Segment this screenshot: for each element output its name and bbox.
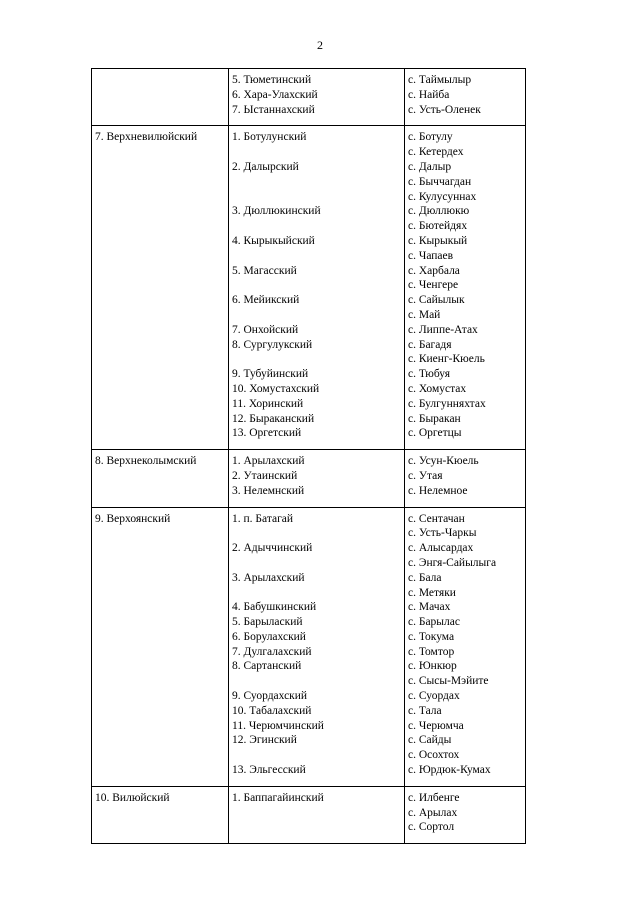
table-row (92, 126, 526, 450)
settlement-name: 7. Дулгалахский (232, 645, 312, 658)
village-name: с. Чапаев (408, 249, 454, 262)
settlement-name: 9. Суордахский (232, 690, 308, 703)
settlement-name: 6. Хара-Улахский (232, 88, 318, 101)
settlement-name: 4. Бабушкинский (232, 601, 317, 614)
village-name: с. Кетердех (408, 146, 464, 159)
settlement-name: 10. Табалахский (232, 704, 312, 717)
village-name: с. Харбала (408, 264, 460, 277)
district-name (95, 73, 228, 88)
settlement-name: 3. Арылахский (232, 571, 305, 584)
settlement-name: 10. Хомустахский (232, 382, 320, 395)
village-name: с. Тюбуя (408, 368, 451, 381)
district-cell (92, 507, 229, 786)
village-name: с. Бала (408, 571, 442, 584)
settlement-name: 2. Утаинский (232, 469, 298, 482)
settlement-name (232, 556, 404, 571)
district-cell (92, 126, 229, 450)
district-name: 9. Верхоянский (95, 512, 171, 525)
settlement-name: 1. Арылахский (232, 455, 305, 468)
settlement-name: 5. Магасский (232, 264, 297, 277)
settlement-name (232, 249, 404, 264)
settlements-cell (229, 786, 405, 843)
village-name: с. Юнкюр (408, 660, 457, 673)
settlement-name: 4. Кырыкыйский (232, 234, 315, 247)
table-row (92, 507, 526, 786)
settlement-name (232, 586, 404, 601)
village-name: с. Тала (408, 704, 442, 717)
table-row (92, 450, 526, 507)
village-name: с. Алысардах (408, 542, 474, 555)
village-name: с. Илбенге (408, 791, 460, 804)
village-name: с. Черюмча (408, 719, 464, 732)
village-name: с. Токума (408, 630, 455, 643)
settlement-name (232, 278, 404, 293)
village-name: с. Дюллюкю (408, 205, 470, 218)
settlement-name: 7. Онхойский (232, 323, 299, 336)
settlement-name: 11. Черюмчинский (232, 719, 324, 732)
village-name: с. Сентачан (408, 512, 465, 525)
settlement-name (232, 219, 404, 234)
settlement-name (232, 674, 404, 689)
village-name: с. Сайды (408, 734, 452, 747)
settlements-cell (229, 450, 405, 507)
settlement-name: 5. Барылаский (232, 616, 303, 629)
village-name: с. Сысы-Мэйите (408, 675, 489, 688)
settlement-name: 2. Далырский (232, 160, 299, 173)
village-name: с. Багадя (408, 338, 452, 351)
village-name: с. Таймылыр (408, 74, 472, 86)
village-name: с. Далыр (408, 160, 452, 173)
district-name: 7. Верхневилюйский (95, 131, 198, 144)
table-body (92, 69, 526, 844)
village-name: с. Булгунняхтах (408, 397, 486, 410)
village-name: с. Метяки (408, 586, 456, 599)
village-name: с. Сортол (408, 821, 455, 834)
village-name: с. Арылах (408, 806, 458, 819)
village-name: с. Кулусуннах (408, 190, 477, 203)
village-name: с. Сайылык (408, 294, 465, 307)
settlement-name: 6. Мейикский (232, 294, 300, 307)
settlement-name: 8. Сартанский (232, 660, 302, 673)
village-name: с. Барылас (408, 616, 460, 629)
village-name: с. Энгя-Сайылыга (408, 556, 497, 569)
village-name: с. Быччагдан (408, 175, 472, 188)
village-name: с. Нелемное (408, 484, 468, 497)
settlements-cell (229, 69, 405, 126)
villages-cell (405, 126, 526, 450)
page-number: 2 (317, 38, 323, 52)
villages-cell (405, 507, 526, 786)
village-name: с. Хомустах (408, 382, 467, 395)
village-name: с. Оргетцы (408, 427, 462, 440)
village-name: с. Юрдюк-Кумах (408, 764, 491, 777)
settlement-name: 12. Эгинский (232, 734, 297, 747)
district-cell (92, 786, 229, 843)
settlement-name (232, 175, 404, 190)
village-name: с. Бютейдях (408, 220, 468, 233)
settlement-name: 5. Тюметинский (232, 74, 312, 86)
settlement-name: 7. Ыстаннахский (232, 103, 315, 116)
village-name: с. Быракан (408, 412, 461, 425)
district-name: 10. Вилюйский (95, 791, 170, 804)
village-name: с. Осохтох (408, 749, 460, 762)
settlement-name: 13. Эльгесский (232, 764, 306, 777)
settlement-name (232, 308, 404, 323)
settlements-cell (229, 507, 405, 786)
village-name: с. Ченгере (408, 279, 459, 292)
settlement-name (232, 145, 404, 160)
settlement-name (232, 352, 404, 367)
village-name: с. Усть-Чаркы (408, 527, 477, 540)
village-name: с. Киенг-Кюель (408, 353, 485, 366)
village-name: с. Липпе-Атах (408, 323, 478, 336)
village-name: с. Утая (408, 469, 443, 482)
table-row (92, 69, 526, 126)
settlement-name: 9. Тубуйинский (232, 368, 309, 381)
settlement-name: 8. Сургулукский (232, 338, 313, 351)
village-name: с. Мачах (408, 601, 451, 614)
village-name: с. Томтор (408, 645, 455, 658)
settlement-name: 1. Баппагайинский (232, 791, 324, 804)
villages-cell (405, 786, 526, 843)
settlement-name: 2. Адыччинский (232, 542, 313, 555)
settlement-name: 3. Дюллюкинский (232, 205, 321, 218)
village-name: с. Усун-Кюель (408, 455, 479, 468)
settlement-name: 1. п. Батагай (232, 512, 294, 525)
district-cell (92, 69, 229, 126)
settlement-name: 13. Оргетский (232, 427, 302, 440)
settlement-name: 3. Нелемнский (232, 484, 305, 497)
settlement-name (232, 748, 404, 763)
villages-cell (405, 450, 526, 507)
settlements-cell (229, 126, 405, 450)
village-name: с. Кырыкый (408, 234, 468, 247)
settlement-name: 11. Хоринский (232, 397, 304, 410)
villages-cell (405, 69, 526, 126)
village-name: с. Суордах (408, 690, 460, 703)
settlements-table (91, 68, 526, 844)
village-name: с. Ботулу (408, 131, 453, 144)
settlement-name (232, 190, 404, 205)
village-name: с. Найба (408, 88, 450, 101)
village-name: с. Май (408, 308, 441, 321)
village-name: с. Усть-Оленек (408, 103, 481, 116)
district-name: 8. Верхнеколымский (95, 455, 197, 468)
table-row (92, 786, 526, 843)
settlement-name: 1. Ботулунский (232, 131, 307, 144)
settlement-name: 12. Быраканский (232, 412, 315, 425)
settlement-name (232, 526, 404, 541)
district-cell (92, 450, 229, 507)
settlement-name: 6. Борулахский (232, 630, 306, 643)
